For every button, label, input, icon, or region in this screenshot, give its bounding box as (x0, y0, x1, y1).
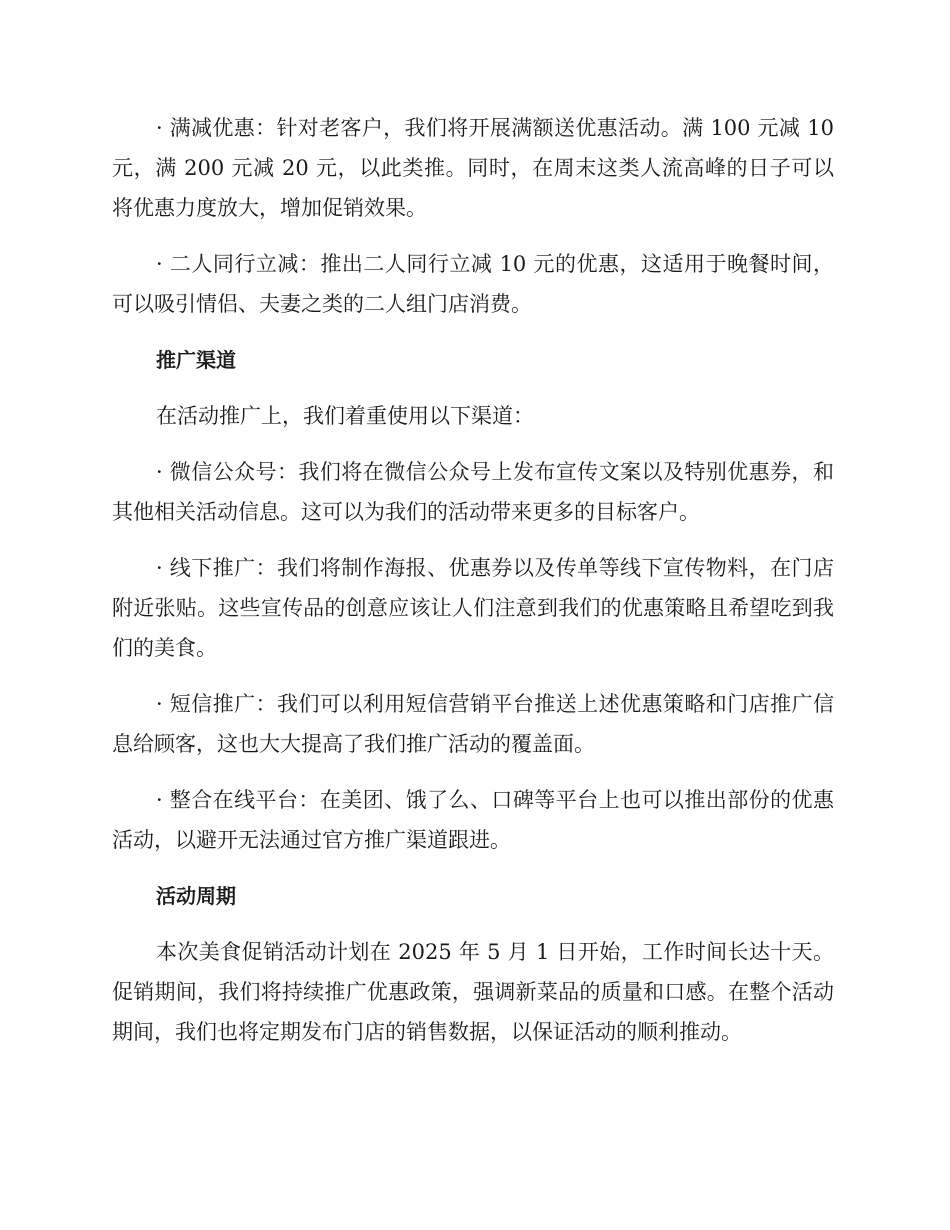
bullet-spend-discount: · 满减优惠：针对老客户，我们将开展满额送优惠活动。满 100 元减 10 元，满 200 元减 20 元，以此类推。同时，在周末这类人流高峰的日子可以将优惠力度放大，增加促销效果。 (112, 116, 834, 220)
bullet-wechat: · 微信公众号：我们将在微信公众号上发布宣传文案以及特别优惠券，和其他相关活动信息。这可以为我们的活动带来更多的目标客户。 (112, 460, 834, 524)
intro-channels: 在活动推广上，我们着重使用以下渠道： (156, 404, 534, 428)
bullet-pair-discount: · 二人同行立减：推出二人同行立减 10 元的优惠，这适用于晚餐时间，可以吸引情侣、夫妻之类的二人组门店消费。 (112, 252, 834, 316)
document-body (112, 108, 834, 1068)
heading-promotion-channels: 推广渠道 (156, 348, 236, 372)
activity-period-text: 本次美食促销活动计划在 2025 年 5 月 1 日开始，工作时间长达十天。促销期间，我们将持续推广优惠政策，强调新菜品的质量和口感。在整个活动期间，我们也将定期发布门店的销售数据，以保证活动的顺利推动。 (112, 940, 834, 1044)
bullet-sms: · 短信推广：我们可以利用短信营销平台推送上述优惠策略和门店推广信息给顾客，这也大大提高了我们推广活动的覆盖面。 (112, 692, 834, 756)
bullet-online-platforms: · 整合在线平台：在美团、饿了么、口碑等平台上也可以推出部份的优惠活动，以避开无法通过官方推广渠道跟进。 (112, 788, 834, 852)
bullet-offline: · 线下推广：我们将制作海报、优惠券以及传单等线下宣传物料，在门店附近张贴。这些宣传品的创意应该让人们注意到我们的优惠策略且希望吃到我们的美食。 (112, 556, 834, 660)
heading-activity-period: 活动周期 (156, 884, 236, 908)
